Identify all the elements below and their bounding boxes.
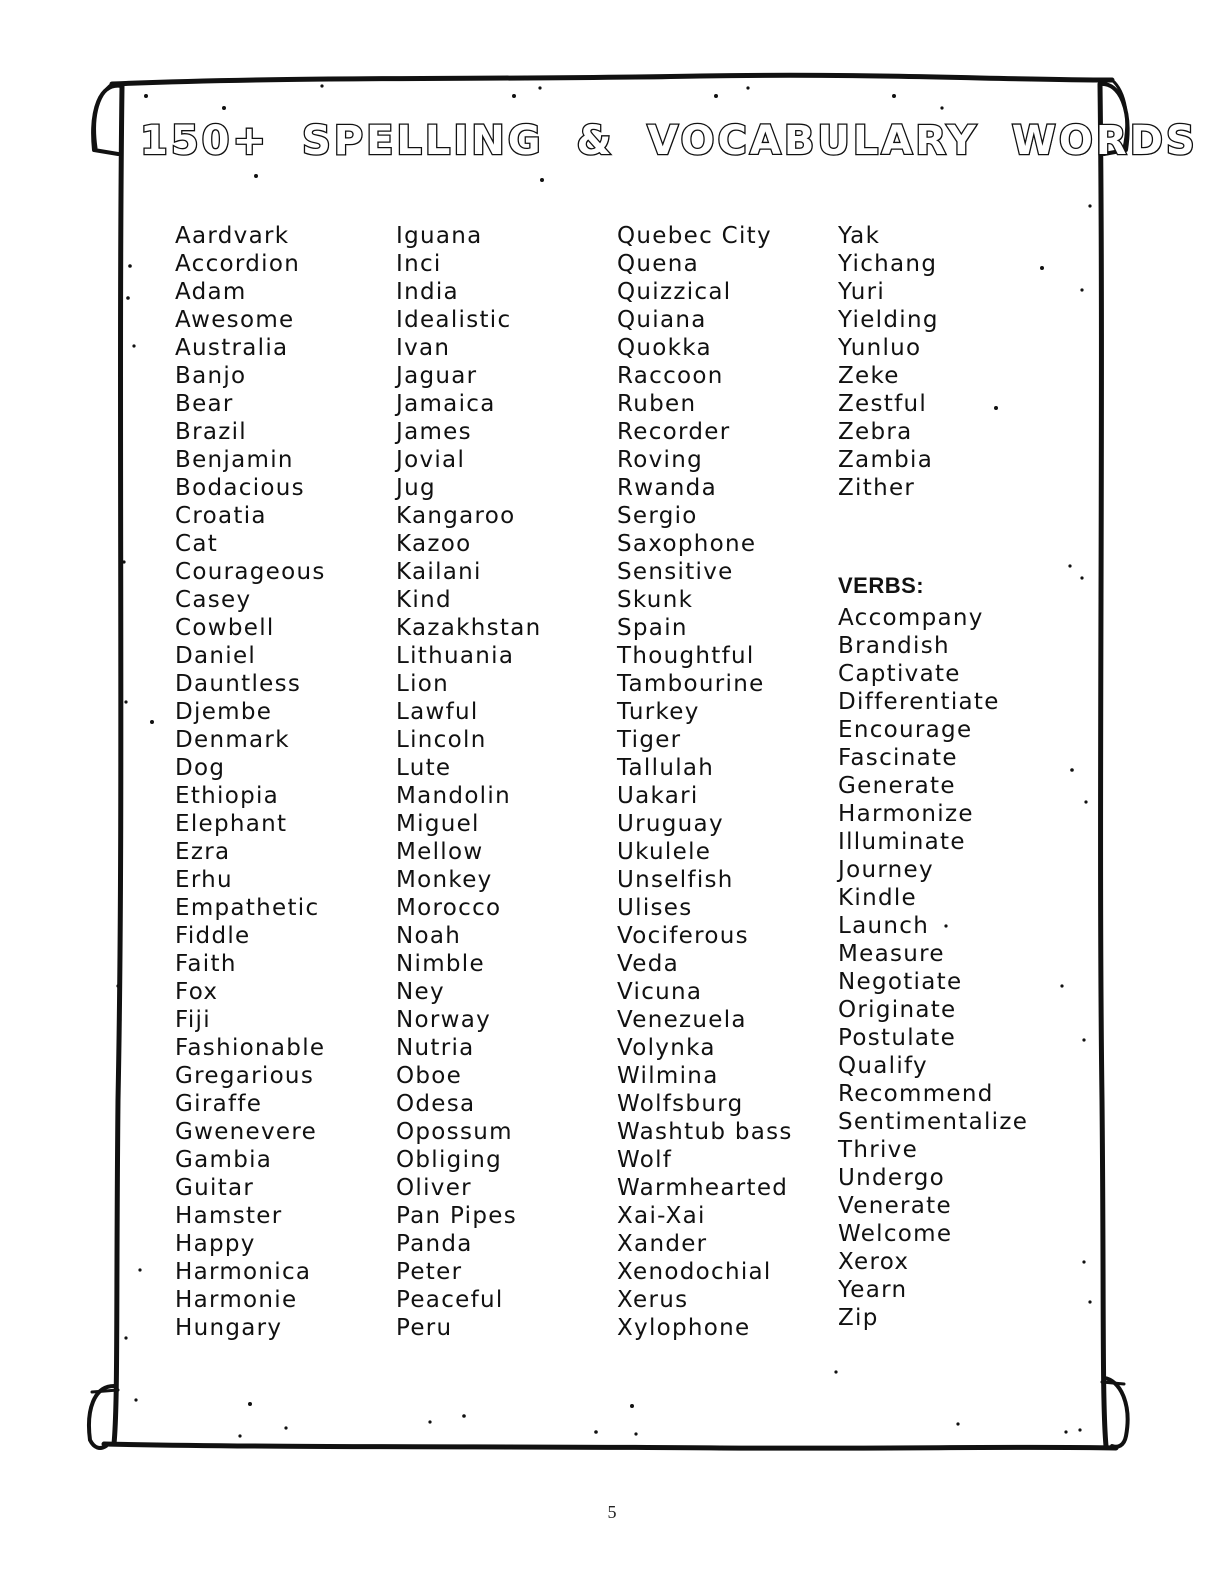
- word-item: Quokka: [617, 335, 712, 361]
- word-item: Zestful: [838, 391, 928, 417]
- word-item: James: [396, 419, 472, 445]
- word-item: Adam: [175, 279, 247, 305]
- verb-item: Sentimentalize: [838, 1109, 1029, 1135]
- word-item: Wolf: [617, 1147, 673, 1173]
- verb-item: Measure: [838, 941, 945, 967]
- word-item: Iguana: [396, 223, 483, 249]
- word-item: Warmhearted: [617, 1175, 789, 1201]
- word-item: Erhu: [175, 867, 233, 893]
- word-item: Guitar: [175, 1175, 255, 1201]
- verb-item: Journey: [838, 857, 934, 883]
- word-item: Xenodochial: [617, 1259, 772, 1285]
- word-item: Croatia: [175, 503, 267, 529]
- verb-item: Thrive: [838, 1137, 919, 1163]
- word-item: Ukulele: [617, 839, 712, 865]
- word-item: Casey: [175, 587, 252, 613]
- word-item: Cowbell: [175, 615, 275, 641]
- word-item: Idealistic: [396, 307, 512, 333]
- word-item: Ruben: [617, 391, 697, 417]
- word-item: Zeke: [838, 363, 900, 389]
- verb-item: Originate: [838, 997, 957, 1023]
- word-item: Raccoon: [617, 363, 724, 389]
- word-item: Gambia: [175, 1147, 273, 1173]
- verb-item: Accompany: [838, 605, 984, 631]
- word-item: Cat: [175, 531, 219, 557]
- word-item: Harmonie: [175, 1287, 298, 1313]
- word-column-y-z: [838, 222, 939, 502]
- word-item: Nimble: [396, 951, 485, 977]
- verb-item: Venerate: [838, 1193, 952, 1219]
- word-item: Yak: [838, 223, 881, 249]
- word-item: Benjamin: [175, 447, 294, 473]
- word-item: Yunluo: [838, 335, 922, 361]
- word-item: Zither: [838, 475, 916, 501]
- word-item: Quiana: [617, 307, 707, 333]
- word-item: Bodacious: [175, 475, 305, 501]
- verb-item: Zip: [838, 1305, 879, 1331]
- word-item: Panda: [396, 1231, 473, 1257]
- word-item: Wolfsburg: [617, 1091, 744, 1117]
- word-item: Vicuna: [617, 979, 703, 1005]
- word-item: Bear: [175, 391, 234, 417]
- word-item: Noah: [396, 923, 462, 949]
- verb-item: Yearn: [838, 1277, 908, 1303]
- word-item: Kazakhstan: [396, 615, 542, 641]
- word-item: Ethiopia: [175, 783, 280, 809]
- word-item: Jovial: [396, 447, 466, 473]
- word-item: Xerus: [617, 1287, 689, 1313]
- verbs-list: [838, 604, 1028, 1332]
- word-item: Zambia: [838, 447, 934, 473]
- word-item: India: [396, 279, 459, 305]
- word-item: Uruguay: [617, 811, 724, 837]
- word-item: Xander: [617, 1231, 708, 1257]
- word-item: Monkey: [396, 867, 493, 893]
- word-item: Quizzical: [617, 279, 732, 305]
- word-item: Opossum: [396, 1119, 513, 1145]
- word-item: Dog: [175, 755, 226, 781]
- word-item: Obliging: [396, 1147, 503, 1173]
- word-item: Ney: [396, 979, 445, 1005]
- word-item: Australia: [175, 335, 289, 361]
- word-item: Sensitive: [617, 559, 734, 585]
- verb-item: Encourage: [838, 717, 973, 743]
- page-number: 5: [607, 1502, 617, 1522]
- word-item: Kazoo: [396, 531, 472, 557]
- word-item: Thoughtful: [617, 643, 755, 669]
- verb-item: Brandish: [838, 633, 950, 659]
- word-item: Spain: [617, 615, 688, 641]
- word-item: Fiji: [175, 1007, 211, 1033]
- word-item: Accordion: [175, 251, 301, 277]
- word-item: Courageous: [175, 559, 326, 585]
- word-item: Peru: [396, 1315, 453, 1341]
- word-column-i-p: [396, 222, 542, 1342]
- word-item: Yuri: [838, 279, 886, 305]
- word-item: Kind: [396, 587, 452, 613]
- verb-item: Negotiate: [838, 969, 963, 995]
- word-item: Pan Pipes: [396, 1203, 518, 1229]
- word-item: Jaguar: [396, 363, 478, 389]
- word-item: Awesome: [175, 307, 295, 333]
- verb-item: Recommend: [838, 1081, 994, 1107]
- word-item: Fiddle: [175, 923, 251, 949]
- word-item: Norway: [396, 1007, 492, 1033]
- word-item: Happy: [175, 1231, 256, 1257]
- word-item: Banjo: [175, 363, 247, 389]
- word-item: Odesa: [396, 1091, 476, 1117]
- word-column-a-h: [175, 222, 326, 1342]
- word-item: Kangaroo: [396, 503, 516, 529]
- word-item: Mellow: [396, 839, 484, 865]
- word-item: Dauntless: [175, 671, 302, 697]
- word-item: Mandolin: [396, 783, 511, 809]
- word-item: Veda: [617, 951, 679, 977]
- word-item: Djembe: [175, 699, 273, 725]
- verb-item: Undergo: [838, 1165, 945, 1191]
- word-item: Volynka: [617, 1035, 716, 1061]
- word-item: Rwanda: [617, 475, 717, 501]
- word-item: Ulises: [617, 895, 693, 921]
- word-item: Brazil: [175, 419, 247, 445]
- word-item: Faith: [175, 951, 237, 977]
- word-item: Jug: [396, 475, 436, 501]
- word-item: Saxophone: [617, 531, 757, 557]
- word-item: Uakari: [617, 783, 699, 809]
- word-item: Lion: [396, 671, 450, 697]
- word-item: Ivan: [396, 335, 451, 361]
- verbs-heading: VERBS:: [838, 573, 925, 598]
- word-item: Wilmina: [617, 1063, 719, 1089]
- word-item: Yielding: [838, 307, 939, 333]
- word-item: Aardvark: [175, 223, 290, 249]
- verb-item: Differentiate: [838, 689, 1000, 715]
- word-item: Empathetic: [175, 895, 320, 921]
- word-item: Unselfish: [617, 867, 734, 893]
- word-item: Quena: [617, 251, 700, 277]
- word-item: Elephant: [175, 811, 288, 837]
- word-item: Gwenevere: [175, 1119, 318, 1145]
- word-column-q-x: [617, 222, 793, 1342]
- word-item: Xai-Xai: [617, 1203, 706, 1229]
- word-item: Peaceful: [396, 1287, 504, 1313]
- word-item: Harmonica: [175, 1259, 312, 1285]
- word-item: Xylophone: [617, 1315, 751, 1341]
- word-item: Inci: [396, 251, 442, 277]
- verb-item: Captivate: [838, 661, 961, 687]
- word-item: Oliver: [396, 1175, 472, 1201]
- word-item: Denmark: [175, 727, 290, 753]
- word-item: Fox: [175, 979, 219, 1005]
- word-item: Turkey: [617, 699, 700, 725]
- verb-item: Launch: [838, 913, 930, 939]
- verb-item: Harmonize: [838, 801, 974, 827]
- word-item: Lawful: [396, 699, 479, 725]
- word-item: Zebra: [838, 419, 913, 445]
- word-item: Sergio: [617, 503, 698, 529]
- word-item: Yichang: [838, 251, 938, 277]
- word-item: Roving: [617, 447, 703, 473]
- verb-item: Generate: [838, 773, 956, 799]
- word-item: Lute: [396, 755, 452, 781]
- verb-item: Qualify: [838, 1053, 928, 1079]
- word-item: Tiger: [617, 727, 682, 753]
- word-item: Venezuela: [617, 1007, 747, 1033]
- word-item: Daniel: [175, 643, 257, 669]
- verb-item: Postulate: [838, 1025, 957, 1051]
- verb-item: Illuminate: [838, 829, 966, 855]
- word-item: Miguel: [396, 811, 480, 837]
- word-item: Giraffe: [175, 1091, 263, 1117]
- word-item: Morocco: [396, 895, 502, 921]
- word-item: Quebec City: [617, 223, 772, 249]
- word-item: Jamaica: [396, 391, 496, 417]
- word-item: Tallulah: [617, 755, 715, 781]
- word-item: Skunk: [617, 587, 694, 613]
- word-item: Lithuania: [396, 643, 515, 669]
- word-item: Tambourine: [617, 671, 765, 697]
- word-item: Gregarious: [175, 1063, 315, 1089]
- word-item: Oboe: [396, 1063, 463, 1089]
- verb-item: Xerox: [838, 1249, 910, 1275]
- word-item: Lincoln: [396, 727, 487, 753]
- verb-item: Fascinate: [838, 745, 958, 771]
- verb-item: Kindle: [838, 885, 917, 911]
- verb-item: Welcome: [838, 1221, 953, 1247]
- word-item: Washtub bass: [617, 1119, 793, 1145]
- word-item: Hamster: [175, 1203, 283, 1229]
- word-item: Kailani: [396, 559, 482, 585]
- word-item: Peter: [396, 1259, 463, 1285]
- word-item: Hungary: [175, 1315, 283, 1341]
- word-item: Ezra: [175, 839, 231, 865]
- word-item: Nutria: [396, 1035, 475, 1061]
- word-item: Vociferous: [617, 923, 749, 949]
- word-item: Fashionable: [175, 1035, 326, 1061]
- page-title: 150+ SPELLING & VOCABULARY WORDS: [140, 118, 1198, 164]
- word-item: Recorder: [617, 419, 731, 445]
